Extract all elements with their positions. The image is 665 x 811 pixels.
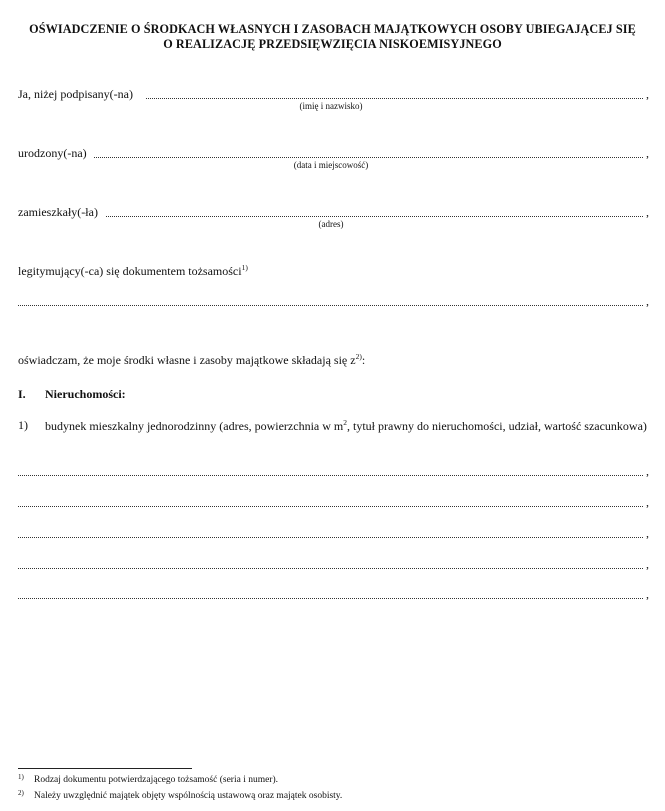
birth-caption: (data i miejscowość): [293, 160, 369, 170]
id-label-text: legitymujący(-ca) się dokumentem tożsamości: [18, 264, 242, 278]
answer-comma: ,: [646, 495, 649, 509]
footnote-1: [18, 773, 278, 785]
footnote-2: [18, 789, 342, 801]
name-caption: (imię i nazwisko): [299, 101, 363, 111]
section-number: I.: [18, 387, 26, 401]
name-comma: ,: [646, 87, 649, 101]
answer-comma: ,: [646, 587, 649, 601]
declaration-footnote-ref: 2): [355, 352, 362, 361]
answer-line[interactable]: [18, 568, 643, 569]
answer-line[interactable]: [18, 475, 643, 476]
answer-line[interactable]: [18, 537, 643, 538]
name-label: Ja, niżej podpisany(-na): [18, 87, 133, 101]
document-title: [10, 22, 655, 52]
id-footnote-ref: 1): [241, 263, 248, 272]
footnote-2-text: Należy uwzględnić majątek objęty wspólnością ustawową oraz majątek osobisty.: [34, 791, 343, 801]
footnote-separator: [18, 768, 192, 769]
footnote-1-ref: 1): [18, 773, 24, 781]
item-text-a: budynek mieszkalny jednorodzinny (adres, powierzchnia w m: [45, 419, 344, 433]
item-text-b: , tytuł prawny do nieruchomości, udział, wartość szacunkowa): [347, 419, 647, 433]
answer-comma: ,: [646, 464, 649, 478]
birth-label: urodzony(-na): [18, 146, 87, 160]
answer-line[interactable]: [18, 506, 643, 507]
answer-comma: ,: [646, 557, 649, 571]
name-input-line[interactable]: [146, 98, 643, 99]
title-line-1: OŚWIADCZENIE O ŚRODKACH WŁASNYCH I ZASOBACH MAJĄTKOWYCH OSOBY UBIEGAJĄCEJ SIĘ: [29, 22, 636, 36]
declaration-colon: :: [361, 353, 366, 367]
declaration-text: [18, 353, 365, 368]
item-number: 1): [18, 418, 28, 432]
footnote-1-text: Rodzaj dokumentu potwierdzającego tożsamość (seria i numer).: [34, 775, 279, 785]
declaration-main: oświadczam, że moje środki własne i zasoby majątkowe składają się z: [18, 353, 356, 367]
address-input-line[interactable]: [106, 216, 643, 217]
birth-input-line[interactable]: [94, 157, 643, 158]
item-text-sup: 2: [343, 418, 347, 427]
item-text: [45, 418, 650, 434]
address-caption: (adres): [318, 219, 344, 229]
title-line-2: O REALIZACJĘ PRZEDSIĘWZIĘCIA NISKOEMISYJNEGO: [163, 37, 502, 51]
address-label: zamieszkały(-ła): [18, 205, 98, 219]
section-title: Nieruchomości:: [45, 387, 126, 401]
birth-comma: ,: [646, 146, 649, 160]
footnote-2-ref: 2): [18, 789, 24, 797]
answer-comma: ,: [646, 526, 649, 540]
id-input-line[interactable]: [18, 305, 643, 306]
address-comma: ,: [646, 205, 649, 219]
answer-line[interactable]: [18, 598, 643, 599]
id-label: [18, 264, 248, 279]
id-comma: ,: [646, 294, 649, 308]
